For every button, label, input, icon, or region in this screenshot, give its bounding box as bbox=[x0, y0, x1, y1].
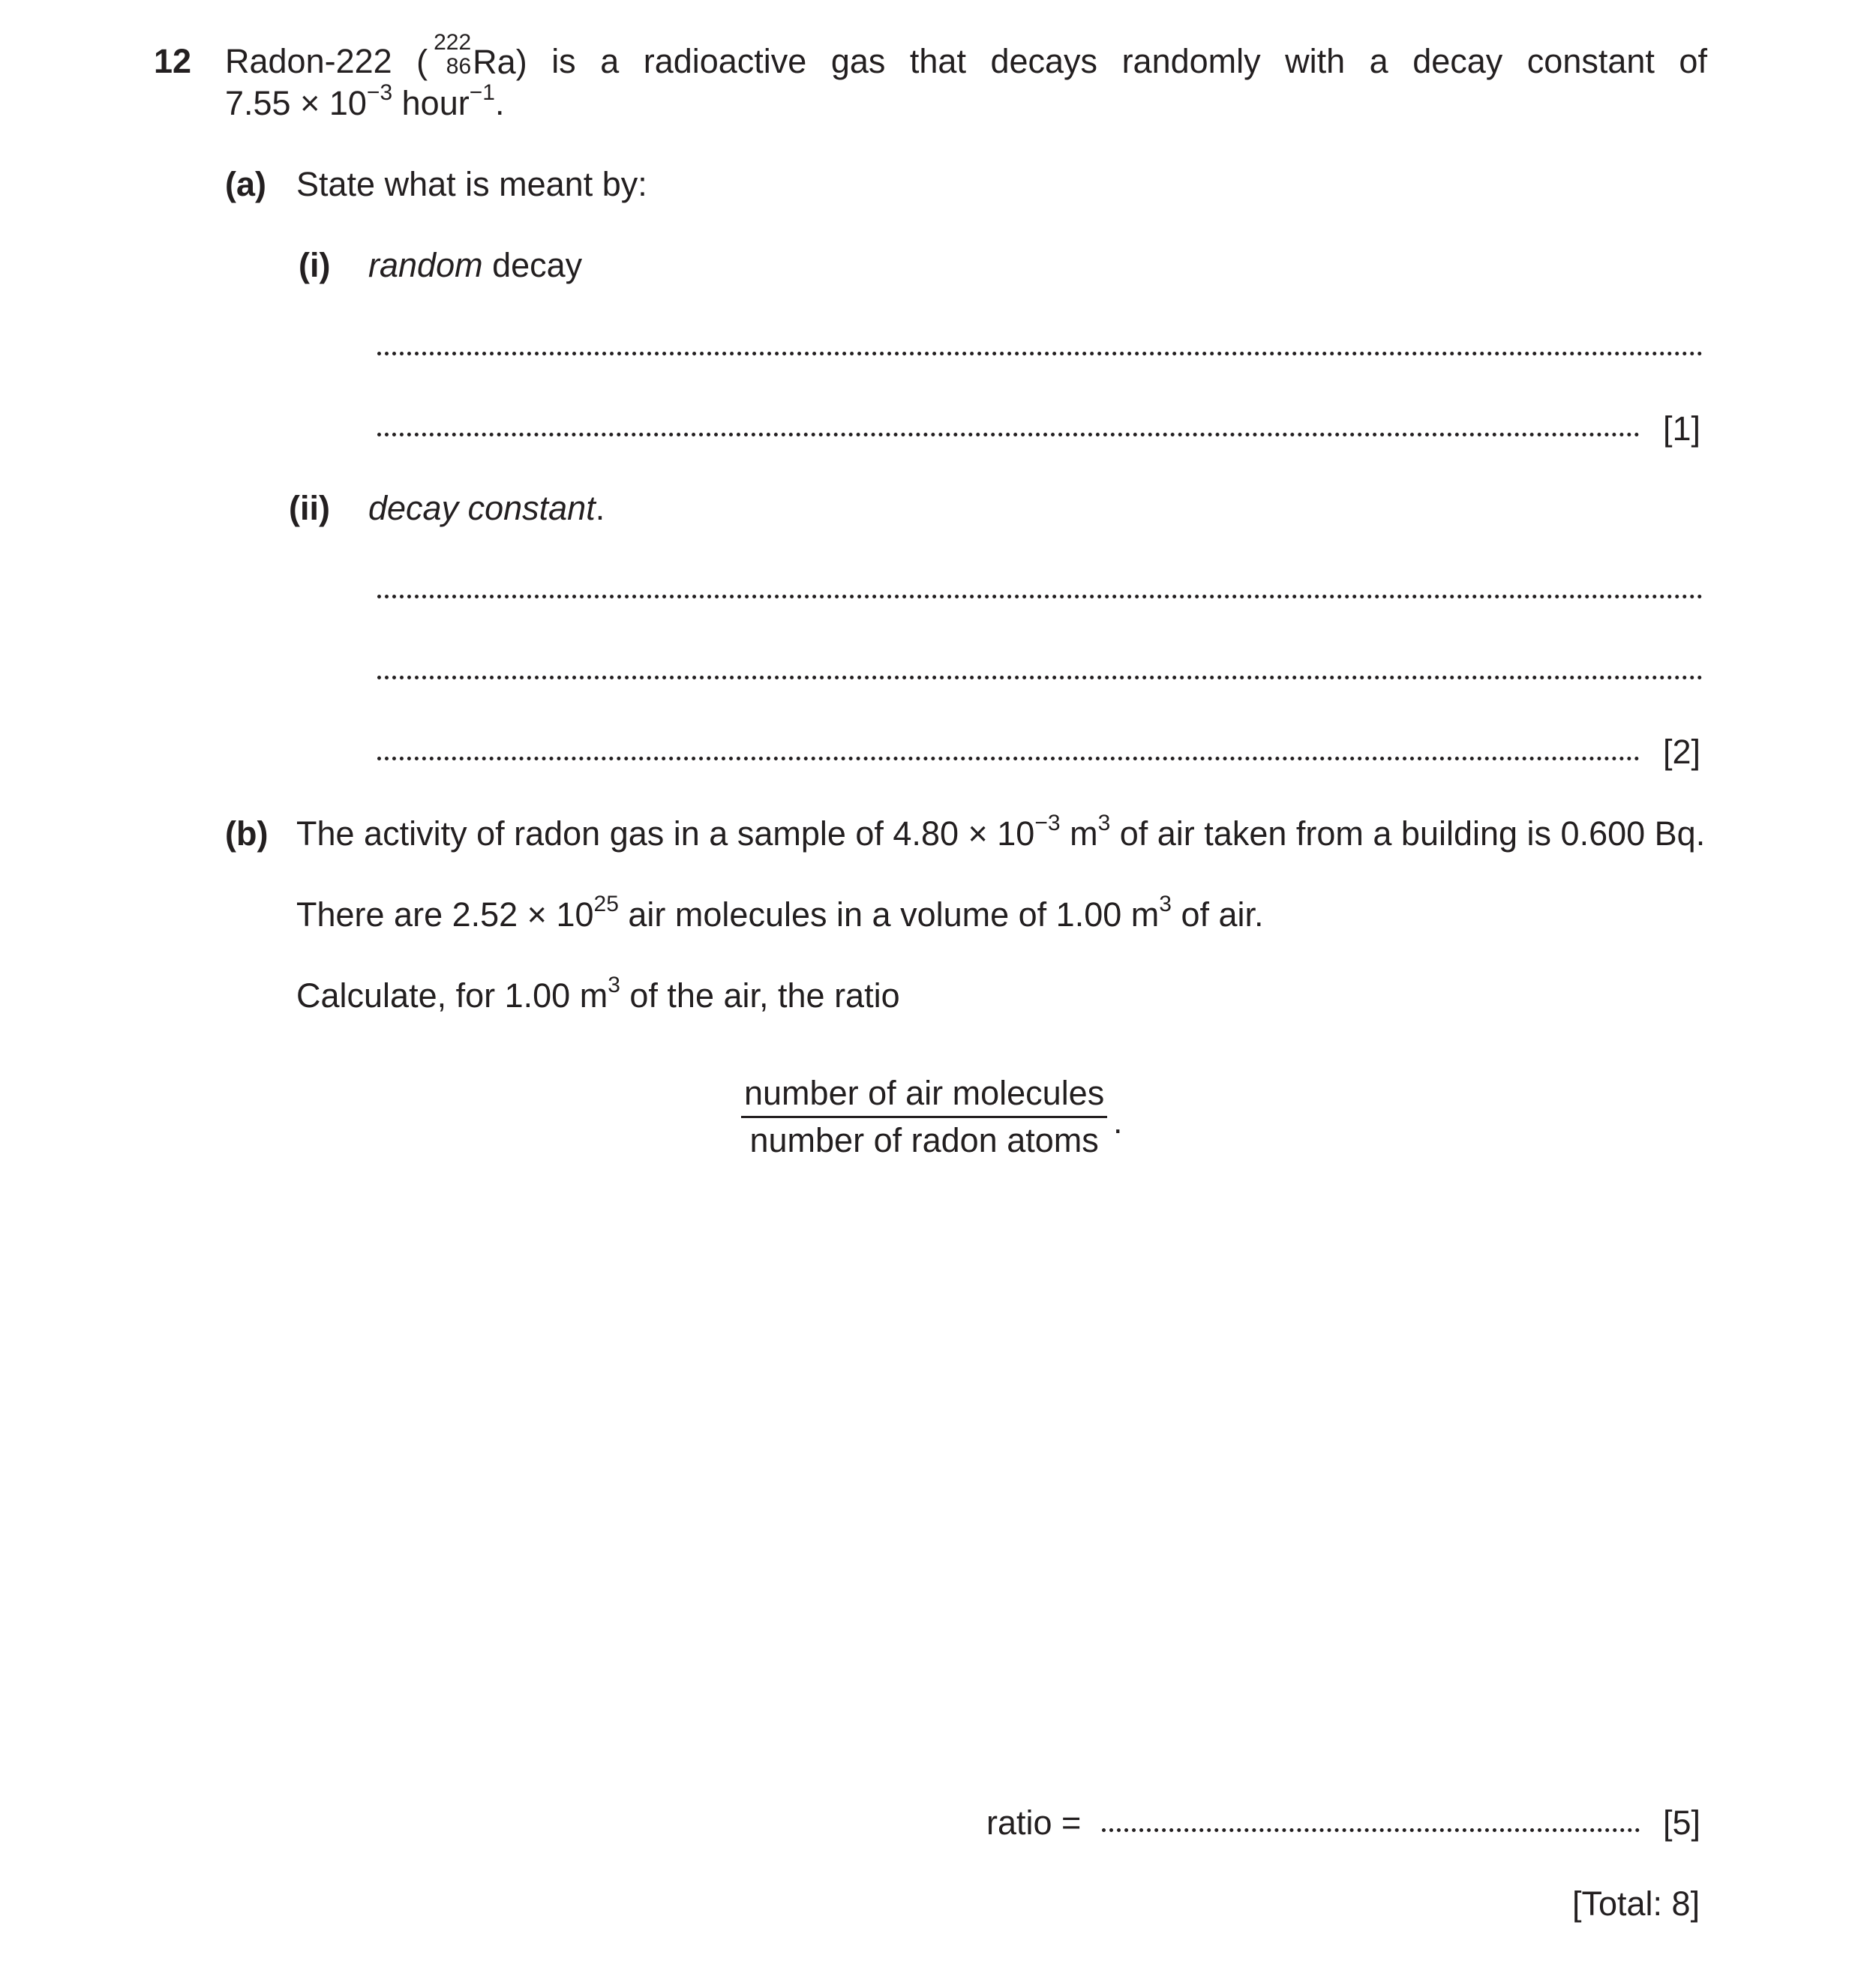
intro-word: of bbox=[1679, 42, 1707, 80]
answer-line[interactable] bbox=[377, 433, 1640, 436]
part-b-line1: The activity of radon gas in a sample of $4.80 \times 10^{-3}$ $m^3$ of air taken from a building is 0.600 Bq. bbox=[296, 811, 1706, 853]
intro-word: is bbox=[551, 42, 576, 80]
marks-label: [2] bbox=[1663, 733, 1701, 771]
fraction-full-stop: . bbox=[1113, 1102, 1123, 1141]
fraction-denominator: number of radon atoms bbox=[749, 1120, 1099, 1159]
intro-word: with bbox=[1285, 42, 1346, 80]
intro-word: decay bbox=[1412, 42, 1503, 80]
part-b-line2: There are $2.52 \times 10^{25}$ air molecules in a volume of 1.00 $m^3$ of air. bbox=[296, 892, 1264, 934]
ratio-answer-line[interactable] bbox=[1102, 1828, 1640, 1832]
sub-i-label: (i) bbox=[299, 246, 331, 284]
sub-ii-label: (ii) bbox=[289, 489, 330, 527]
working-space[interactable] bbox=[296, 1200, 1706, 1770]
part-b-line3: Calculate, for 1.00 $m^3$ of the air, the ratio bbox=[296, 973, 900, 1015]
atomic-number: 86 bbox=[446, 54, 472, 79]
intro-word: constant bbox=[1526, 42, 1655, 80]
question-number: 12 bbox=[154, 42, 192, 80]
intro-word: decays bbox=[990, 42, 1098, 80]
intro-word: Radon-222 bbox=[225, 42, 392, 80]
sub-ii-text: decay constant. bbox=[368, 489, 605, 527]
marks-label: [1] bbox=[1663, 409, 1701, 448]
answer-line[interactable] bbox=[377, 676, 1703, 679]
intro-word: randomly bbox=[1121, 42, 1261, 80]
intro-word: that bbox=[909, 42, 966, 80]
answer-line[interactable] bbox=[377, 757, 1640, 760]
part-a-label: (a) bbox=[225, 165, 266, 203]
question-intro-line2: $7.55 \times 10^{-3}$ hour$^{-1}$. bbox=[225, 80, 505, 122]
intro-word: a bbox=[600, 42, 620, 80]
ratio-answer-label: ratio = bbox=[986, 1804, 1082, 1842]
answer-line[interactable] bbox=[377, 595, 1703, 598]
nuclide-notation: ( 222 86 Ra) bbox=[416, 30, 527, 81]
total-marks: [Total: 8] bbox=[1572, 1885, 1700, 1923]
answer-line[interactable] bbox=[377, 352, 1703, 355]
part-a-prompt: State what is meant by: bbox=[296, 165, 647, 203]
sub-i-text: random decay bbox=[368, 246, 583, 284]
mass-number: 222 bbox=[434, 30, 472, 55]
intro-word: radioactive bbox=[643, 42, 807, 80]
marks-label: [5] bbox=[1663, 1804, 1701, 1842]
question-intro-line1 bbox=[225, 30, 1707, 82]
ratio-fraction bbox=[741, 1074, 1107, 1160]
intro-word: a bbox=[1369, 42, 1388, 80]
fraction-numerator: number of air molecules bbox=[741, 1074, 1107, 1118]
intro-word: gas bbox=[830, 42, 886, 80]
part-b-label: (b) bbox=[225, 814, 269, 853]
